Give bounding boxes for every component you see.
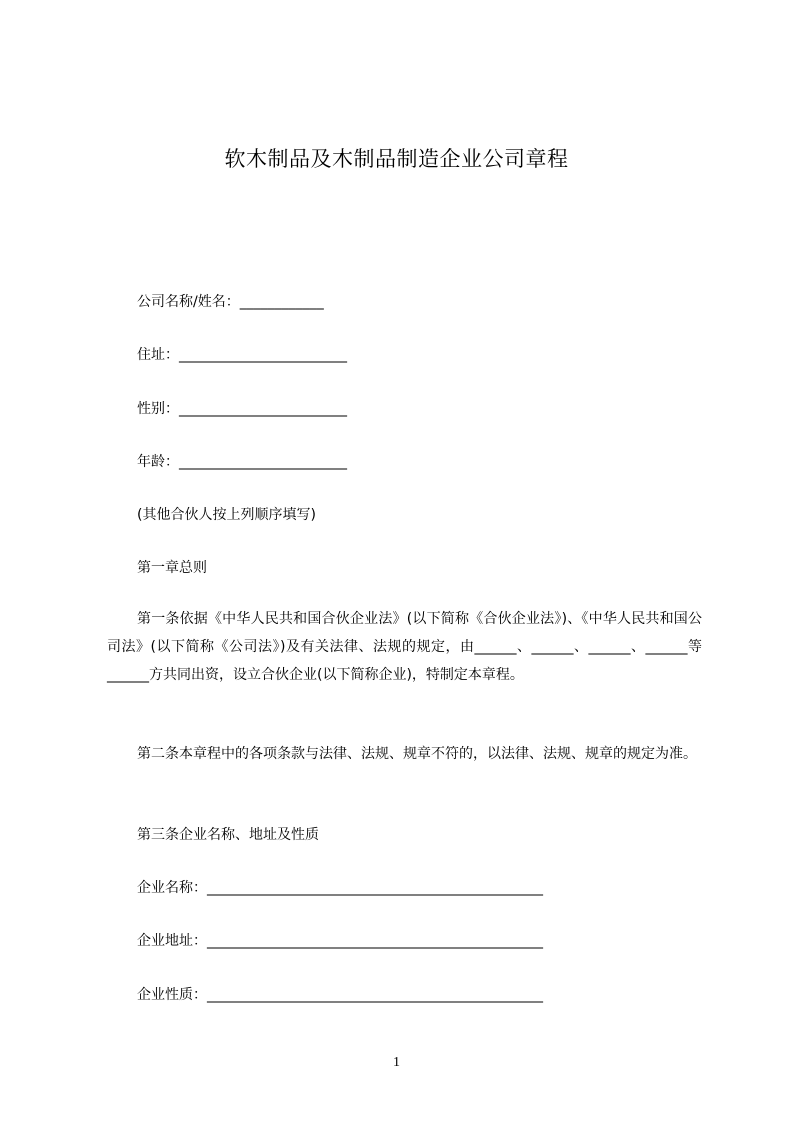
article-3: 第三条企业名称、地址及性质 <box>137 827 319 843</box>
enterprise-name-field: 企业名称：________________________________________________ <box>137 880 543 896</box>
article-2: 第二条本章程中的各项条款与法律、法规、规章不符的，以法律、法规、规章的规定为准。 <box>137 746 697 762</box>
enterprise-nature-field: 企业性质：________________________________________________ <box>137 987 543 1003</box>
address-field: 住址：________________________ <box>137 347 347 363</box>
enterprise-address-field: 企业地址：________________________________________________ <box>137 933 543 949</box>
document-title: 软木制品及木制品制造企业公司章程 <box>224 147 569 171</box>
partner-note: (其他合伙人按上列顺序填写) <box>137 507 316 523</box>
chapter-heading: 第一章总则 <box>137 560 207 576</box>
article-1: 第一条依据《中华人民共和国合伙企业法》(以下简称《合伙企业法》)、《中华人民共和国公司法》(以下简称《公司法》)及有关法律、法规的规定，由______、______、______、______等______方共同出资，设立合伙企业(以下简称企业)，特制定本章程。 <box>107 611 702 683</box>
company-name-field: 公司名称/姓名：____________ <box>137 294 324 310</box>
age-field: 年龄：________________________ <box>137 454 347 470</box>
page-number: 1 <box>393 1055 400 1070</box>
gender-field: 性别：________________________ <box>137 401 347 417</box>
